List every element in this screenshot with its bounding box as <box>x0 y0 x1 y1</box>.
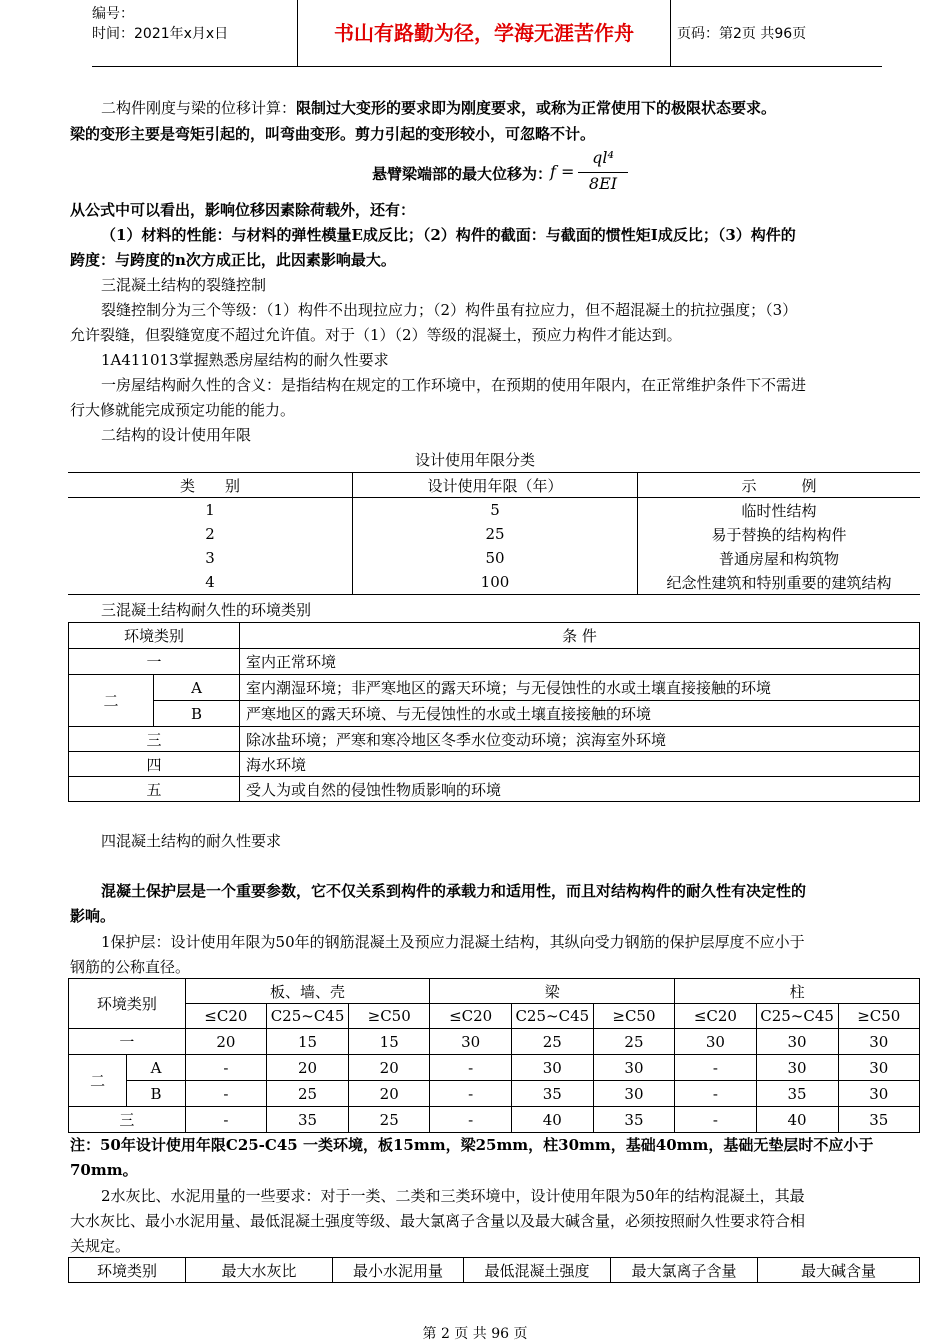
table-cell: 受人为或自然的侵蚀性物质影响的环境 <box>240 777 920 802</box>
table-cell: 15 <box>348 1029 429 1055</box>
table-cell: - <box>675 1055 756 1081</box>
table-cell: 30 <box>675 1029 756 1055</box>
table-header-row <box>69 1004 920 1029</box>
table-cell: C25~C45 <box>511 1004 593 1029</box>
table-row <box>69 649 920 675</box>
table-cell: 20 <box>348 1055 429 1081</box>
table-cell: 30 <box>838 1029 919 1055</box>
paragraph-factors-list-2: 跨度：与跨度的n次方成正比，此因素影响最大。 <box>70 251 396 269</box>
table-cell: 20 <box>185 1029 266 1055</box>
table-cell: 30 <box>593 1081 674 1107</box>
table-cell: 30 <box>756 1055 838 1081</box>
table1-header-category: 类 别 <box>68 473 353 498</box>
table-cell: 25 <box>511 1029 593 1055</box>
table2-header-condition: 条 件 <box>240 623 920 649</box>
table-cell: 四 <box>69 752 240 777</box>
table4-header-env: 环境类别 <box>69 1258 186 1283</box>
table-cell: 35 <box>267 1107 349 1133</box>
header-motto: 书山有路勤为径，学海无涯苦作舟 <box>298 0 671 66</box>
table-cell: 三 <box>69 1107 186 1133</box>
table-cell: 30 <box>593 1055 674 1081</box>
environment-table <box>68 622 920 802</box>
table-cell: ≤C20 <box>675 1004 756 1029</box>
section-crack-control: 三混凝土结构的裂缝控制 <box>101 276 267 294</box>
table-header-row <box>69 1258 920 1283</box>
paragraph-factors: 从公式中可以看出，影响位移因素除荷载外，还有： <box>70 201 416 219</box>
section-environment: 三混凝土结构耐久性的环境类别 <box>101 601 312 619</box>
paragraph-protective-1: 1保护层：设计使用年限为50年的钢筋混凝土及预应力混凝土结构，其纵向受力钢筋的保护层厚度不应小于 <box>101 933 805 951</box>
table-cell: A <box>154 675 240 701</box>
page-header <box>92 0 882 66</box>
table-header-row <box>68 473 920 498</box>
table1-caption: 设计使用年限分类 <box>414 451 535 469</box>
service-life-table <box>68 472 920 595</box>
table-row <box>69 675 920 701</box>
table-row <box>68 546 920 570</box>
table-cell: 40 <box>756 1107 838 1133</box>
page-footer: 第 2 页 共 96 页 <box>422 1326 528 1342</box>
section-code: 1A411013掌握熟悉房屋结构的耐久性要求 <box>101 351 389 369</box>
table-cell: 易于替换的结构构件 <box>711 525 847 544</box>
paragraph-durability-2: 行大修就能完成预定功能的能力。 <box>70 401 296 419</box>
table-cell: 5 <box>353 498 638 523</box>
table-cell: C25~C45 <box>756 1004 838 1029</box>
table-cell: 25 <box>593 1029 674 1055</box>
section-durability-req: 四混凝土结构的耐久性要求 <box>101 832 282 850</box>
table-cell: 严寒地区的露天环境、与无侵蚀性的水或土壤直接接触的环境 <box>240 701 920 727</box>
table-cell: ≥C50 <box>838 1004 919 1029</box>
formula-numerator: ql⁴ <box>592 148 614 167</box>
table-cell: 一 <box>69 649 240 675</box>
table-row <box>68 498 920 523</box>
table-cell: C25~C45 <box>267 1004 349 1029</box>
header-page: 页码：第2页 共96页 <box>677 26 807 42</box>
table-cell: - <box>430 1081 511 1107</box>
table-row <box>68 522 920 546</box>
table2-header-env: 环境类别 <box>69 623 240 649</box>
table-row <box>69 1055 920 1081</box>
table-cell: 一 <box>69 1029 186 1055</box>
table-cell: - <box>185 1055 266 1081</box>
table-row <box>69 701 920 727</box>
table4-header-max-alkali: 最大碱含量 <box>758 1258 920 1283</box>
table4-header-max-chloride: 最大氯离子含量 <box>611 1258 758 1283</box>
paragraph-factors-list-1: （1）材料的性能：与材料的弹性模量E成反比；（2）构件的截面：与截面的惯性矩Ⅰ成反比；（3）构件的 <box>101 226 796 244</box>
table-row <box>69 777 920 802</box>
table1-header-years: 设计使用年限（年） <box>353 473 638 498</box>
table-cell: - <box>675 1107 756 1133</box>
paragraph-protective-2: 钢筋的公称直径。 <box>70 958 191 976</box>
table-cell: - <box>185 1081 266 1107</box>
table-cell: 除冰盐环境；严寒和寒冷地区冬季水位变动环境；滨海室外环境 <box>240 727 920 752</box>
table-cell: 临时性结构 <box>741 501 817 520</box>
formula: f = ql⁴ 8EI <box>550 150 640 194</box>
table-cell: ≥C50 <box>593 1004 674 1029</box>
header-meta <box>92 0 298 66</box>
paragraph-deformation: 梁的变形主要是弯矩引起的，叫弯曲变形。剪力引起的变形较小，可忽略不计。 <box>70 125 596 143</box>
table-header-row <box>69 979 920 1004</box>
table3-group-beam: 梁 <box>430 979 675 1004</box>
paragraph-cover-2: 影响。 <box>70 907 116 925</box>
table-cell: B <box>154 701 240 727</box>
paragraph-crack-2: 允许裂缝，但裂缝宽度不超过允许值。对于（1）（2）等级的混凝土，预应力构件才能达到。 <box>70 326 682 344</box>
note-1: 注：50年设计使用年限C25-C45 一类环境，板15mm，梁25mm，柱30mm，基础40mm，基础无垫层时不应小于 <box>70 1136 874 1154</box>
paragraph-crack-1: 裂缝控制分为三个等级：（1）构件不出现拉应力；（2）构件虽有拉应力，但不超混凝土的抗拉强度；（3） <box>101 301 798 319</box>
note-2: 70mm。 <box>70 1161 138 1179</box>
table-cell: 30 <box>838 1081 919 1107</box>
table1-header-example: 示 例 <box>741 476 817 495</box>
table-row <box>68 570 920 595</box>
table-row <box>69 727 920 752</box>
table-cell: 100 <box>353 570 638 595</box>
table-row <box>69 1107 920 1133</box>
table-cell: 25 <box>348 1107 429 1133</box>
table-row <box>69 752 920 777</box>
table-cell: 35 <box>593 1107 674 1133</box>
table-cell: 二 <box>69 1055 127 1107</box>
table-cell: - <box>430 1055 511 1081</box>
table-cell: 35 <box>756 1081 838 1107</box>
paragraph-cover-1: 混凝土保护层是一个重要参数，它不仅关系到构件的承载力和适用性，而且对结构构件的耐久性有决定性的 <box>101 882 807 900</box>
table-cell: 20 <box>348 1081 429 1107</box>
table-cell: - <box>185 1107 266 1133</box>
table-cell: 2 <box>68 522 353 546</box>
table3-group-slab: 板、墙、壳 <box>185 979 430 1004</box>
table-cell: 纪念性建筑和特别重要的建筑结构 <box>666 573 892 592</box>
paragraph-wc-2: 大水灰比、最小水泥用量、最低混凝土强度等级、最大氯离子含量以及最大碱含量，必须按照耐久性要求符合相 <box>70 1212 806 1230</box>
table-cell: 25 <box>353 522 638 546</box>
table-cell: 五 <box>69 777 240 802</box>
table4-header-max-wc: 最大水灰比 <box>186 1258 333 1283</box>
table-cell: 20 <box>267 1055 349 1081</box>
paragraph-durability-1: 一房屋结构耐久性的含义：是指结构在规定的工作环境中，在预期的使用年限内，在正常维护条件下不需进 <box>101 376 807 394</box>
table-cell: 1 <box>68 498 353 523</box>
paragraph-wc-3: 关规定。 <box>70 1237 131 1255</box>
table-cell: ≥C50 <box>348 1004 429 1029</box>
table-cell: - <box>430 1107 511 1133</box>
table-cell: 40 <box>511 1107 593 1133</box>
table-cell: 30 <box>430 1029 511 1055</box>
formula-label: 悬臂梁端部的最大位移为： <box>372 165 553 183</box>
table-cell: ≤C20 <box>430 1004 511 1029</box>
table-cell: 30 <box>838 1055 919 1081</box>
paragraph-stiffness: 二构件刚度与梁的位移计算：限制过大变形的要求即为刚度要求，或称为正常使用下的极限状态要求。 <box>101 99 777 117</box>
table-cell: 50 <box>353 546 638 570</box>
header-number: 编号： <box>92 6 134 22</box>
table-cell: 室内潮湿环境；非严寒地区的露天环境；与无侵蚀性的水或土壤直接接触的环境 <box>240 675 920 701</box>
table-cell: 15 <box>267 1029 349 1055</box>
table-cell: 30 <box>756 1029 838 1055</box>
table-cell: 30 <box>511 1055 593 1081</box>
table-cell: - <box>675 1081 756 1107</box>
cover-thickness-table <box>68 978 920 1133</box>
table3-header-env: 环境类别 <box>69 979 186 1029</box>
table-header-row <box>69 623 920 649</box>
table-cell: 普通房屋和构筑物 <box>718 549 839 568</box>
table-cell: 4 <box>68 570 353 595</box>
water-cement-table <box>68 1257 920 1283</box>
table-cell: B <box>127 1081 185 1107</box>
header-time: 时间：2021年x月x日 <box>92 26 229 42</box>
table-cell: 25 <box>267 1081 349 1107</box>
table-cell: 35 <box>511 1081 593 1107</box>
table-row <box>69 1029 920 1055</box>
table-cell: 35 <box>838 1107 919 1133</box>
table3-group-column: 柱 <box>675 979 920 1004</box>
table-cell: 海水环境 <box>240 752 920 777</box>
formula-denominator: 8EI <box>588 174 618 193</box>
table4-header-min-cement: 最小水泥用量 <box>333 1258 464 1283</box>
table-cell: 3 <box>68 546 353 570</box>
table-cell: 二 <box>69 675 154 727</box>
paragraph-wc-1: 2水灰比、水泥用量的一些要求：对于一类、二类和三类环境中，设计使用年限为50年的结构混凝土，其最 <box>101 1187 805 1205</box>
section-service-life: 二结构的设计使用年限 <box>101 426 252 444</box>
table-cell: 室内正常环境 <box>240 649 920 675</box>
header-divider <box>92 66 882 67</box>
table4-header-min-strength: 最低混凝土强度 <box>464 1258 611 1283</box>
table-cell: 三 <box>69 727 240 752</box>
table-row <box>69 1081 920 1107</box>
table-cell: ≤C20 <box>185 1004 266 1029</box>
table-cell: A <box>127 1055 185 1081</box>
